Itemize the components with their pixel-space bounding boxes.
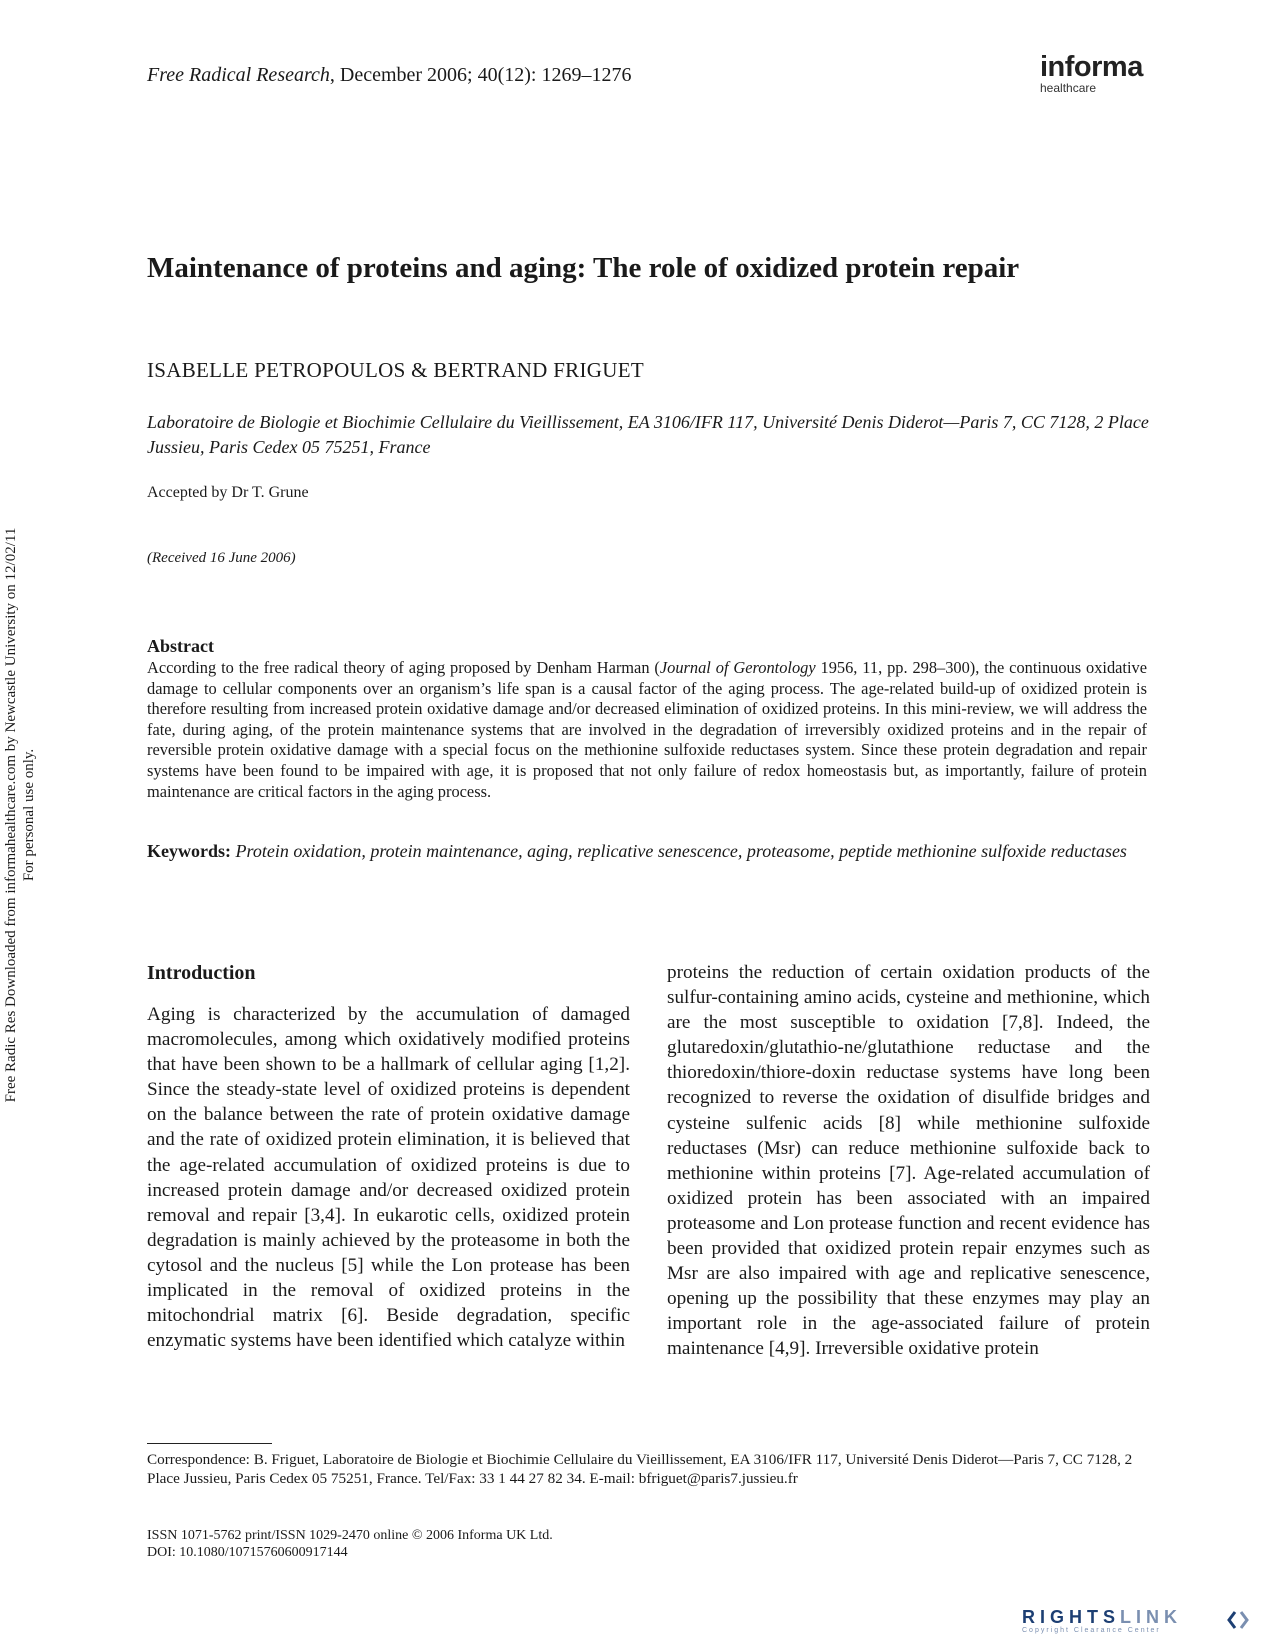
article-title: Maintenance of proteins and aging: The role of oxidized protein repair: [147, 252, 1020, 284]
article-authors: ISABELLE PETROPOULOS & BERTRAND FRIGUET: [147, 358, 644, 382]
body-column-right: proteins the reduction of certain oxidation products of the sulfur-containing amino acids, cysteine and methionine, which are the most susceptible to oxidation [7,8]. Indeed, the glutaredoxin/glutathio-ne/glutathione reductase and the thioredoxin/thiore-doxin reductase systems have long been recognized to reverse the oxidation of disulfide bridges and cysteine sulfenic acids [8] while methionine sulfoxide reductases (Msr) can reduce methionine sulfoxide back to methionine within proteins [7]. Age-related accumulation of oxidized protein has been associated with an impaired proteasome and Lon protease function and recent evidence has been provided that oxidized protein repair enzymes such as Msr are also impaired with age and replicative senescence, opening up the possibility that these enzymes may play an important role in the age-associated failure of protein maintenance [4,9]. Irreversible oxidative protein: [667, 962, 1150, 1360]
abstract-journal-ref: Journal of Gerontology: [659, 658, 816, 677]
footnote-divider: [147, 1443, 272, 1444]
informa-logo: [1040, 52, 1150, 94]
accepted-by: Accepted by Dr T. Grune: [147, 484, 309, 501]
rightslink-rights: RIGHTS: [1022, 1607, 1121, 1627]
author-affiliation: Laboratoire de Biologie et Biochimie Cellulaire du Vieillissement, EA 3106/IFR 117, Université Denis Diderot—Paris 7, CC 7128, 2 Place Jussieu, Paris Cedex 05 75251, France: [147, 412, 1149, 457]
rightslink-subtitle: Copyright Clearance Center: [1022, 1627, 1161, 1634]
received-date: (Received 16 June 2006): [147, 550, 296, 566]
keywords-text: Protein oxidation, protein maintenance, aging, replicative senescence, proteasome, peptide methionine sulfoxide reductases: [235, 841, 1127, 861]
watermark-line-2: For personal use only.: [21, 748, 37, 882]
correspondence-note: Correspondence: B. Friguet, Laboratoire de Biologie et Biochimie Cellulaire du Vieillissement, EA 3106/IFR 117, Université Denis Diderot—Paris 7, CC 7128, 2 Place Jussieu, Paris Cedex 05 75251, France. Tel/Fax: 33 1 44 27 82 34. E-mail: bfriguet@paris7.jussieu.fr: [147, 1451, 1133, 1487]
rightslink-link: LINK: [1120, 1607, 1183, 1627]
issn-line: ISSN 1071-5762 print/ISSN 1029-2470 online © 2006 Informa UK Ltd.: [147, 1528, 553, 1543]
keywords: [147, 840, 1147, 863]
logo-wordmark: informa: [1040, 51, 1143, 83]
chevron-brackets-icon: [1227, 1609, 1249, 1631]
logo-subtitle: healthcare: [1040, 81, 1097, 95]
publication-info: [147, 1527, 553, 1561]
journal-citation: [147, 64, 632, 87]
journal-name: Free Radical Research: [147, 64, 330, 86]
introduction-heading: Introduction: [147, 962, 256, 984]
journal-issue: , December 2006; 40(12): 1269–1276: [329, 64, 632, 86]
abstract-text-part1: According to the free radical theory of aging proposed by Denham Harman (: [147, 658, 660, 677]
abstract-heading: Abstract: [147, 636, 214, 656]
keywords-label: Keywords:: [147, 841, 231, 861]
rightslink-wordmark: [1022, 1607, 1252, 1627]
download-watermark: [2, 495, 62, 1135]
doi-line: DOI: 10.1080/10715760600917144: [147, 1545, 348, 1560]
abstract-text: [147, 658, 1147, 802]
rightslink-logo[interactable]: [1022, 1607, 1252, 1643]
body-column-left: Aging is characterized by the accumulation of damaged macromolecules, among which oxidatively modified proteins that have been shown to be a hallmark of cellular aging [1,2]. Since the steady-state level of oxidized proteins is dependent on the balance between the rate of protein oxidative damage and the rate of oxidized protein elimination, it is believed that the age-related accumulation of oxidized proteins is due to increased protein damage and/or decreased oxidized protein removal and repair [3,4]. In eukarotic cells, oxidized protein degradation is mainly achieved by the proteasome in both the cytosol and the nucleus [5] while the Lon protease has been implicated in the removal of oxidized proteins in the mitochondrial matrix [6]. Beside degradation, specific enzymatic systems have been identified which catalyze within: [147, 1004, 630, 1352]
abstract-text-part2: 1956, 11, pp. 298–300), the continuous oxidative damage to cellular components over an organism’s life span is a causal factor of the aging process. The age-related build-up of oxidized protein is therefore resulting from increased protein oxidative damage and/or decreased elimination of oxidized proteins. In this mini-review, we will address the fate, during aging, of the protein maintenance systems that are involved in the degradation of irreversibly oxidized proteins and in the repair of reversible protein oxidative damage with a special focus on the methionine sulfoxide reductases system. Since these protein degradation and repair systems have been found to be impaired with age, it is proposed that not only failure of redox homeostasis but, as importantly, failure of protein maintenance are critical factors in the aging process.: [147, 658, 1147, 801]
watermark-line-1: Free Radic Res Downloaded from informahealthcare.com by Newcastle University on 12/02/11: [3, 527, 19, 1103]
